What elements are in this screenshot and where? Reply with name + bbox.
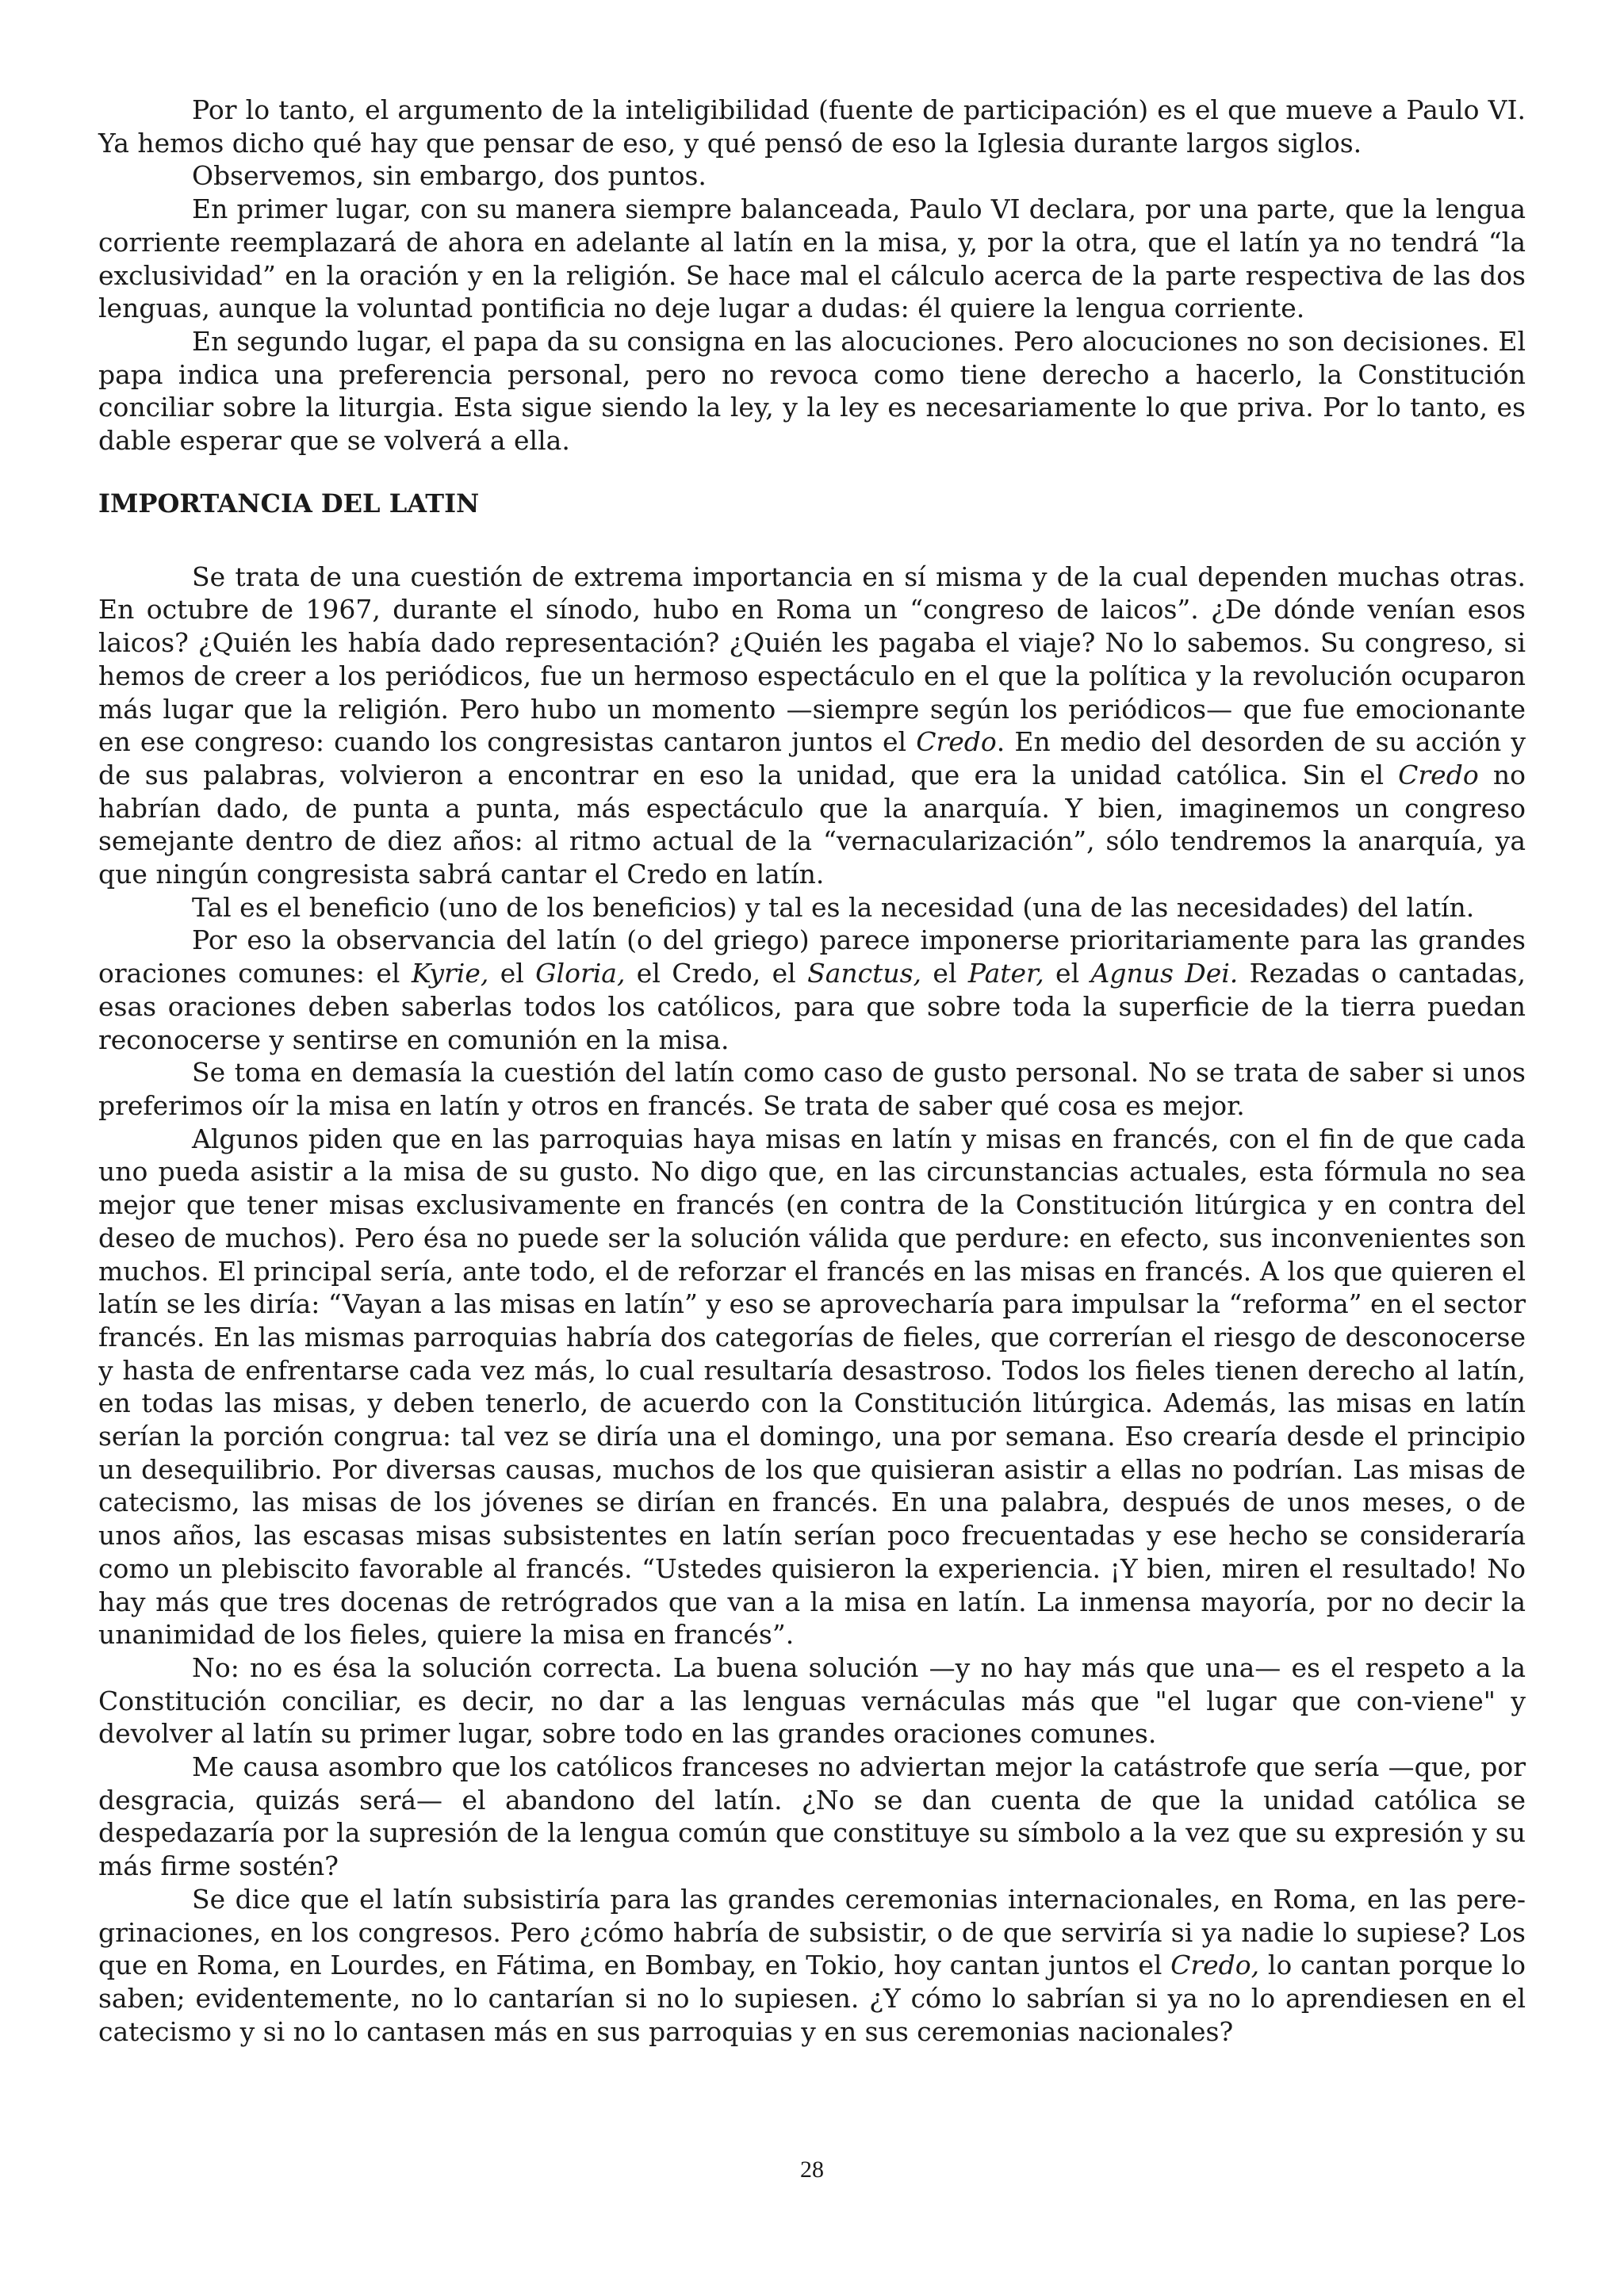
section-heading: IMPORTANCIA DEL LATIN — [98, 488, 480, 519]
text-run: no habrían dado, de punta a punta, más espectáculo que la anarquía. Y bien, imaginemos un congreso semejante dentro de diez años: al ritmo actual de la “vernacularización”, sólo tendremos la anarquía, ya que ningún congresista sabrá cantar el Credo en latín. — [98, 759, 1526, 890]
text-run: Por eso la observancia del latín (o del griego) parece imponerse prioritariamente para las grandes oraciones comunes: el — [98, 924, 1526, 989]
text-run: Se trata de una cuestión de extrema importancia en sí misma y de la cual dependen muchas otras. En octubre de 1967, durante el sínodo, hubo en Roma un “congreso de laicos”. ¿De dónde venían esos laicos? ¿Quién les había dado representación? ¿Quién les pagaba el viaje? No lo sabemos. Su congreso, si hemos de creer a los periódicos, fue un hermoso espectáculo en el que la política y la revolución ocuparon más lugar que la religión. Pero hubo un momento —siempre según los periódicos— que fue emocionante en ese congreso: cuando los congresistas cantaron juntos el — [98, 561, 1526, 758]
text-run: lo cantan porque lo saben; evidentemente, no lo cantarían si no lo supiesen. ¿Y cómo lo sabrían si ya no lo aprendiesen en el catecismo y si no lo cantasen más en sus parroquias y en sus ceremonias nacionales? — [98, 1950, 1526, 2047]
paragraph — [98, 1883, 1526, 2049]
italic-term: Credo, — [1170, 1950, 1260, 1981]
paragraph: Por lo tanto, el argumento de la inteligibilidad (fuente de participación) es el que mueve a Paulo VI. Ya hemos dicho qué hay que pensar de eso, y qué pensó de eso la Iglesia durante largos siglos. — [98, 94, 1526, 159]
italic-term: Sanctus, — [807, 958, 922, 989]
text-run: el — [488, 958, 536, 989]
paragraph: En segundo lugar, el papa da su consigna en las alocuciones. Pero alocuciones no son decisiones. El papa indica una preferencia personal, pero no revoca como tiene derecho a hacerlo, la Constitución conciliar sobre la liturgia. Esta sigue siendo la ley, y la ley es necesariamente lo que priva. Por lo tanto, es dable esperar que se volverá a ella. — [98, 325, 1526, 457]
text-run: Se dice que el latín subsistiría para las grandes ceremonias internacionales, en Roma, en las pere-grinaciones, en los congresos. Pero ¿cómo habría de subsistir, o de que serviría si ya nadie lo supiese? Los que en Roma, en Lourdes, en Fátima, en Bombay, en Tokio, hoy cantan juntos el — [98, 1883, 1526, 1981]
page-number: 28 — [800, 2156, 824, 2183]
paragraph: En primer lugar, con su manera siempre balanceada, Paulo VI declara, por una parte, que la lengua corriente reemplazará de ahora en adelante al latín en la misa, y, por la otra, que el latín ya no tendrá “la exclusividad” en la oración y en la religión. Se hace mal el cálculo acerca de la parte respectiva de las dos lenguas, aunque la voluntad pontificia no deje lugar a dudas: él quiere la lengua corriente. — [98, 193, 1526, 324]
text-run: . En medio del desorden de su acción y de sus palabras, volvieron a encontrar en eso la unidad, que era la unidad católica. Sin el — [98, 726, 1526, 790]
paragraph: Observemos, sin embargo, dos puntos. — [192, 160, 707, 192]
text-run: el Credo, el — [625, 958, 808, 989]
italic-term: Kyrie, — [411, 958, 489, 989]
text-run: el — [1044, 958, 1091, 989]
paragraph: No: no es ésa la solución correcta. La buena solución —y no hay más que una— es el respeto a la Constitución conciliar, es decir, no dar a las lenguas vernáculas más que "el lugar que con-viene" y devolver al latín su primer lugar, sobre todo en las grandes oraciones comunes. — [98, 1651, 1526, 1750]
paragraph: Se toma en demasía la cuestión del latín como caso de gusto personal. No se trata de saber si unos preferimos oír la misa en latín y otros en francés. Se trata de saber qué cosa es mejor. — [98, 1057, 1526, 1121]
text-run: Rezadas o cantadas, esas oraciones deben saberlas todos los católicos, para que sobre toda la superficie de la tierra puedan reconocerse y sentirse en comunión en la misa. — [98, 958, 1526, 1055]
italic-term: Pater, — [967, 958, 1044, 989]
paragraph: Algunos piden que en las parroquias haya misas en latín y misas en francés, con el fin de que cada uno pueda asistir a la misa de su gusto. No digo que, en las circunstancias actuales, esta fórmula no sea mejor que tener misas exclusivamente en francés (en contra de la Constitución litúrgica y en contra del deseo de muchos). Pero ésa no puede ser la solución válida que perdure: en efecto, sus inconvenientes son muchos. El principal sería, ante todo, el de reforzar el francés en las misas en francés. A los que quieren el latín se les diría: “Vayan a las misas en latín” y eso se aprovecharía para impulsar la “reforma” en el sector francés. En las mismas parroquias habría dos categorías de fieles, que correrían el riesgo de desconocerse y hasta de enfrentarse cada vez más, lo cual resultaría desastroso. Todos los fieles tienen derecho al latín, en todas las misas, y deben tenerlo, de acuerdo con la Constitución litúrgica. Además, las misas en latín serían la porción congrua: tal vez se diría una el domingo, una por semana. Eso crearía desde el principio un desequilibrio. Por diversas causas, muchos de los que quisieran asistir a ellas no podrían. Las misas de catecismo, las misas de los jóvenes se dirían en francés. En una palabra, después de unos meses, o de unos años, las escasas misas subsistentes en latín serían poco frecuentadas y ese hecho se consideraría como un plebiscito favorable al francés. “Ustedes quisieron la experiencia. ¡Y bien, miren el resultado! No hay más que tres docenas de retrógrados que van a la misa en latín. La inmensa mayoría, por no decir la unanimidad de los fieles, quiere la misa en francés”. — [98, 1123, 1526, 1651]
italic-term: Credo — [1398, 759, 1479, 790]
italic-term: Gloria, — [535, 958, 626, 989]
italic-term: Agnus Dei. — [1090, 958, 1239, 989]
paragraph: Tal es el beneficio (uno de los beneficios) y tal es la necesidad (una de las necesidades) del latín. — [192, 891, 1475, 923]
text-run: el — [921, 958, 968, 989]
document-page — [98, 94, 1526, 2048]
paragraph: Me causa asombro que los católicos franceses no adviertan mejor la catástrofe que sería —que, por desgracia, quizás será— el abandono del latín. ¿No se dan cuenta de que la unidad católica se despedazaría por la supresión de la lengua común que constituye su símbolo a la vez que su expresión y su más firme sostén? — [98, 1751, 1526, 1882]
paragraph — [98, 924, 1526, 1056]
paragraph — [98, 561, 1526, 891]
italic-term: Credo — [916, 726, 997, 758]
